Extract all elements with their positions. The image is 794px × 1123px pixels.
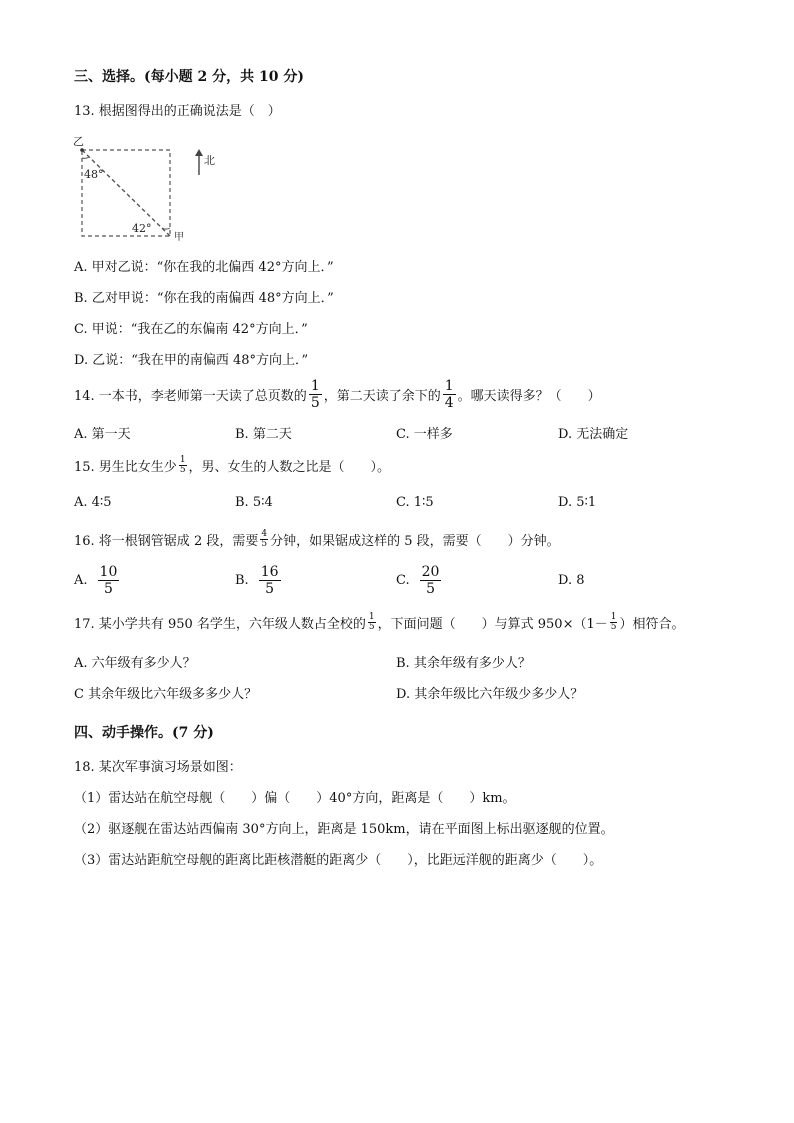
q17-f2-num: 1 <box>610 611 617 622</box>
label-north: 北 <box>204 154 215 167</box>
angle-label-42: 42° <box>132 222 152 235</box>
north-arrow-icon <box>195 149 203 156</box>
q14-text-2: ，第二天读了余下的 <box>323 388 441 404</box>
q16-option-a-num: 10 <box>99 563 118 580</box>
q16-option-b-den: 5 <box>265 580 275 597</box>
q17-fraction-1 <box>368 613 376 632</box>
q15-f-num: 1 <box>179 454 186 465</box>
q15-text-1: 15. 男生比女生少 <box>74 459 177 475</box>
q13-option-c: C. 甲说：“我在乙的东偏南 42°方向上．” <box>74 322 308 337</box>
q17-f1-den: 5 <box>368 621 375 632</box>
q16-option-a-den: 5 <box>103 580 113 597</box>
q16-text-2: 分钟，如果锯成这样的 5 段，需要（ ）分钟。 <box>270 533 560 549</box>
q16-option-b <box>235 561 283 599</box>
q13-direction-diagram <box>72 128 232 246</box>
q13-option-d: D. 乙说：“我在甲的南偏西 48°方向上．” <box>74 353 309 368</box>
label-jia: 甲 <box>174 232 184 243</box>
q16-option-c-label: C. <box>396 572 410 588</box>
q17-option-d: D. 其余年级比六年级少多少人？ <box>396 687 584 702</box>
question-15-stem <box>74 452 390 478</box>
diagram-diagonal-line <box>82 150 170 236</box>
q14-option-a: A. 第一天 <box>74 427 131 442</box>
q17-text-2: ，下面问题（ ）与算式 950×（1－ <box>377 616 608 632</box>
q16-text-1: 16. 将一根钢管锯成 2 段，需要 <box>74 533 259 549</box>
q16-f-den: 5 <box>261 538 268 549</box>
q14-f1-den: 5 <box>310 394 320 411</box>
q14-text-1: 14. 一本书，李老师第一天读了总页数的 <box>74 388 307 404</box>
q15-option-d: D. 5∶1 <box>558 495 597 510</box>
q17-fraction-2 <box>610 613 618 632</box>
question-13-stem: 13. 根据图得出的正确说法是（ ） <box>74 104 281 119</box>
q14-fraction-2 <box>443 379 456 410</box>
question-17-stem <box>74 609 684 635</box>
q15-option-b: B. 5∶4 <box>235 495 273 510</box>
section-title-operation: 四、动手操作。(7 分) <box>74 725 214 741</box>
question-16-stem <box>74 526 560 552</box>
q17-text-1: 17. 某小学共有 950 名学生，六年级人数占全校的 <box>74 616 366 632</box>
q16-fraction <box>260 530 268 549</box>
q17-option-c: C 其余年级比六年级多多少人？ <box>74 687 258 702</box>
q18-line-3: （3）雷达站距航空母舰的距离比距核潜艇的距离少（ ），比距远洋舰的距离少（ ）。 <box>74 853 603 868</box>
q16-option-b-label: B. <box>235 572 249 588</box>
q16-option-c-den: 5 <box>426 580 435 597</box>
q16-option-d: D. 8 <box>558 573 585 588</box>
q13-option-b: B. 乙对甲说：“你在我的南偏西 48°方向上．” <box>74 291 334 306</box>
q16-f-num: 4 <box>261 528 268 539</box>
q16-option-a <box>74 561 121 599</box>
q14-f2-den: 4 <box>444 394 454 411</box>
q15-f-den: 5 <box>179 464 186 475</box>
q14-fraction-1 <box>309 379 322 410</box>
q16-option-b-fraction <box>259 565 281 596</box>
q15-option-c: C. 1∶5 <box>396 495 434 510</box>
q15-option-a: A. 4∶5 <box>74 495 112 510</box>
q14-text-3: 。哪天读得多？（ ） <box>457 388 601 404</box>
q13-option-a: A. 甲对乙说：“你在我的北偏西 42°方向上．” <box>74 260 334 275</box>
angle-arc-top <box>82 157 89 158</box>
q14-option-b: B. 第二天 <box>235 427 292 442</box>
q16-option-a-label: A. <box>74 572 88 588</box>
q17-text-3: ）相符合。 <box>619 616 685 632</box>
q18-line-1: （1）雷达站在航空母舰（ ）偏（ ）40°方向，距离是（ ）km。 <box>74 791 516 806</box>
point-yi <box>80 148 84 152</box>
q18-line-2: （2）驱逐舰在雷达站西偏南 30°方向上，距离是 150km，请在平面图上标出驱逐舰的位置。 <box>74 822 614 837</box>
q16-option-a-fraction <box>98 565 120 596</box>
q14-option-c: C. 一样多 <box>396 427 453 442</box>
q15-fraction <box>179 456 187 475</box>
q16-option-c-num: 20 <box>421 563 440 580</box>
q14-f1-num: 1 <box>310 377 320 394</box>
q15-text-2: ，男、女生的人数之比是（ ）。 <box>188 459 391 475</box>
diagram-dashed-rectangle <box>82 150 170 236</box>
q14-f2-num: 1 <box>444 377 454 394</box>
q16-option-b-num: 16 <box>260 563 279 580</box>
q16-option-c-fraction <box>420 565 442 596</box>
q17-f1-num: 1 <box>368 611 375 622</box>
section-title-choice: 三、选择。(每小题 2 分，共 10 分) <box>74 69 304 85</box>
q17-option-b: B. 其余年级有多少人？ <box>396 656 531 671</box>
q16-option-c <box>396 561 443 599</box>
angle-label-48: 48° <box>84 168 104 181</box>
q17-f2-den: 5 <box>610 621 617 632</box>
question-14-stem <box>74 376 601 412</box>
question-18-stem: 18. 某次军事演习场景如图： <box>74 760 242 775</box>
label-yi: 乙 <box>73 135 84 148</box>
q14-option-d: D. 无法确定 <box>558 427 629 442</box>
q17-option-a: A. 六年级有多少人？ <box>74 656 196 671</box>
angle-arc-bottom <box>162 228 170 229</box>
